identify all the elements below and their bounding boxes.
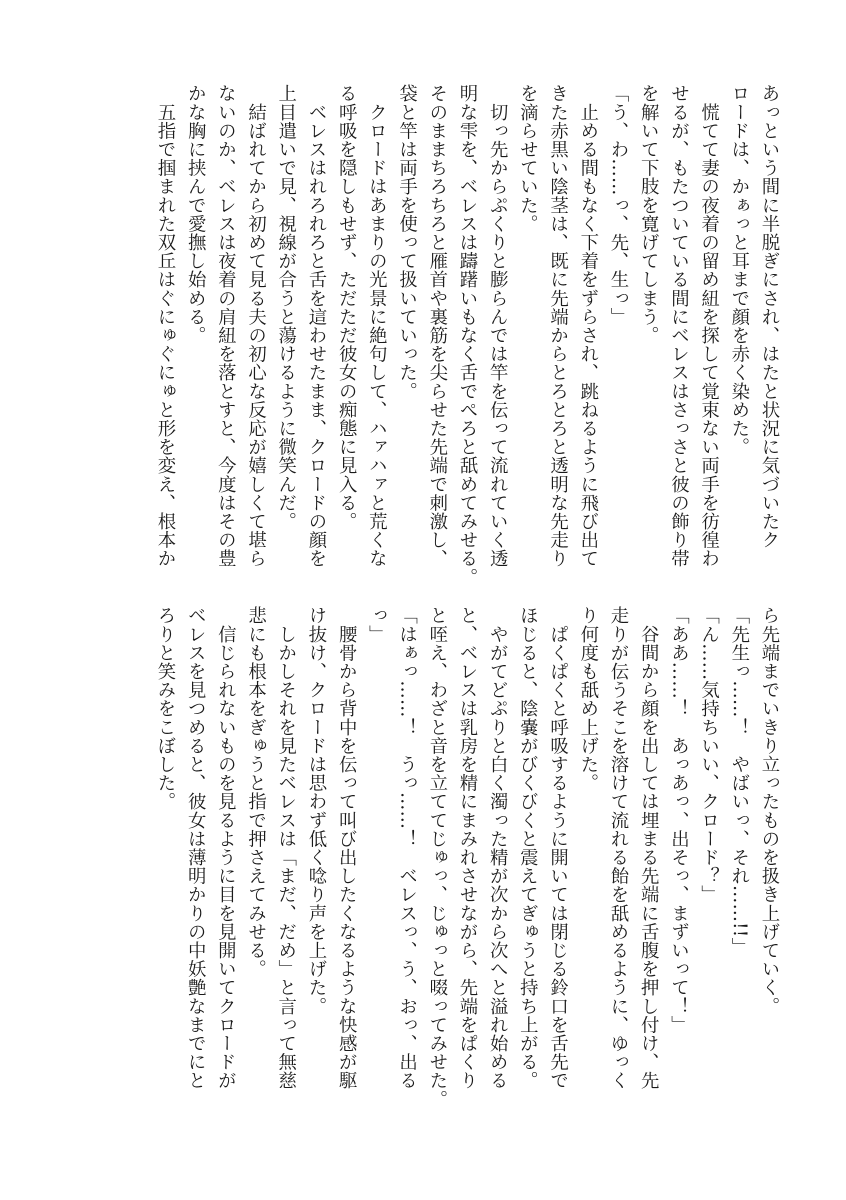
text-column: 切っ先からぷくりと膨らんでは竿を伝って流れていく透 [487, 84, 509, 568]
text-column: り何度も舐め上げた。 [577, 606, 599, 792]
text-column: 結ばれてから初めて見る夫の初心な反応が嬉しくて堪ら [245, 84, 267, 568]
text-column: 悲にも根本をぎゅうと指で押さえてみせる。 [245, 606, 267, 978]
text-column: 「ああ……！ あっあっ、出そっ、まずいって！」 [668, 606, 690, 1034]
text-column: 慌てて妻の夜着の留め紐を探して覚束ない両手を彷徨わ [698, 84, 720, 568]
text-column: せるが、もたついている間にベレスはさっさと彼の飾り帯 [668, 84, 690, 568]
text-column: ろりと笑みをこぼした。 [154, 606, 176, 811]
text-column: 「先生っ……！ やばいっ、それ……!!」 [728, 606, 750, 956]
text-column: ベレスはれろれろと舌を這わせたまま、クロードの顔を [305, 84, 327, 568]
text-column: 信じられないものを見るように目を見開いてクロードが [215, 606, 237, 1090]
text-column: そのままちろちろと雁首や裏筋を尖らせた先端で刺激し、 [426, 84, 448, 568]
text-column: 上目遣いで見、視線が合うと蕩けるように微笑んだ。 [275, 84, 297, 531]
text-column: 止める間もなく下着をずらされ、跳ねるように飛び出て [577, 84, 599, 568]
text-column: と、ベレスは乳房を精にまみれさせながら、先端をぱくり [456, 606, 478, 1090]
text-column: クロードはあまりの光景に絶句して、ハァハァと荒くな [366, 84, 388, 568]
upper-text-block [150, 84, 784, 594]
lower-text-block [150, 606, 784, 1116]
text-column: かな胸に挟んで愛撫し始める。 [185, 84, 207, 345]
text-column: 五指で掴まれた双丘はぐにゅぐにゅと形を変え、根本か [154, 84, 176, 568]
text-column: と咥え、わざと音を立ててじゅっ、じゅっと啜ってみせた。 [426, 606, 448, 1109]
text-column: を滴らせていた。 [517, 84, 539, 233]
text-column: ほじると、陰嚢がびくびくと震えてぎゅうと持ち上がる。 [517, 606, 539, 1090]
text-column: ロードは、かぁっと耳まで顔を赤く染めた。 [728, 84, 750, 456]
text-column: ら先端までいきり立ったものを扱き上げていく。 [759, 606, 780, 1016]
text-column: きた赤黒い陰茎は、既に先端からとろとろと透明な先走り [547, 84, 569, 568]
text-column: 走りが伝うそこを溶けて流れる飴を舐めるように、ゆっく [607, 606, 629, 1090]
text-column: あっという間に半脱ぎにされ、はたと状況に気づいたク [759, 84, 780, 549]
text-column: 谷間から顔を出しては埋まる先端に舌腹を押し付け、先 [638, 606, 660, 1090]
text-column: を解いて下肢を寛げてしまう。 [638, 84, 660, 345]
text-column: 「はぁっ……！ うっ……！ ベレスっ、う、おっ、出る [396, 606, 418, 1090]
text-column: 腰骨から背中を伝って叫び出したくなるような快感が駆 [336, 606, 358, 1090]
text-column: 明な雫を、ベレスは躊躇いもなく舌でぺろと舐めてみせる。 [456, 84, 478, 587]
text-column: やがてどぷりと白く濁った精が次から次へと溢れ始める [487, 606, 509, 1090]
text-column: 「ん……気持ちいい、クロード？」 [698, 606, 720, 904]
text-column: っ」 [366, 606, 388, 644]
text-column: る呼吸を隠しもせず、ただただ彼女の痴態に見入る。 [336, 84, 358, 531]
text-column: しかしそれを見たベレスは「まだ、だめ」と言って無慈 [275, 606, 297, 1090]
text-column: ないのか、ベレスは夜着の肩紐を落とすと、今度はその豊 [215, 84, 237, 568]
text-column: ベレスを見つめると、彼女は薄明かりの中妖艶なまでにと [185, 606, 207, 1090]
text-column: け抜け、クロードは思わず低く唸り声を上げた。 [305, 606, 327, 1016]
text-column: 袋と竿は両手を使って扱いていった。 [396, 84, 418, 401]
text-column: ぱくぱくと呼吸するように開いては閉じる鈴口を舌先で [547, 606, 569, 1090]
text-column: 「う、わ……っ、先、生っ」 [607, 84, 629, 326]
